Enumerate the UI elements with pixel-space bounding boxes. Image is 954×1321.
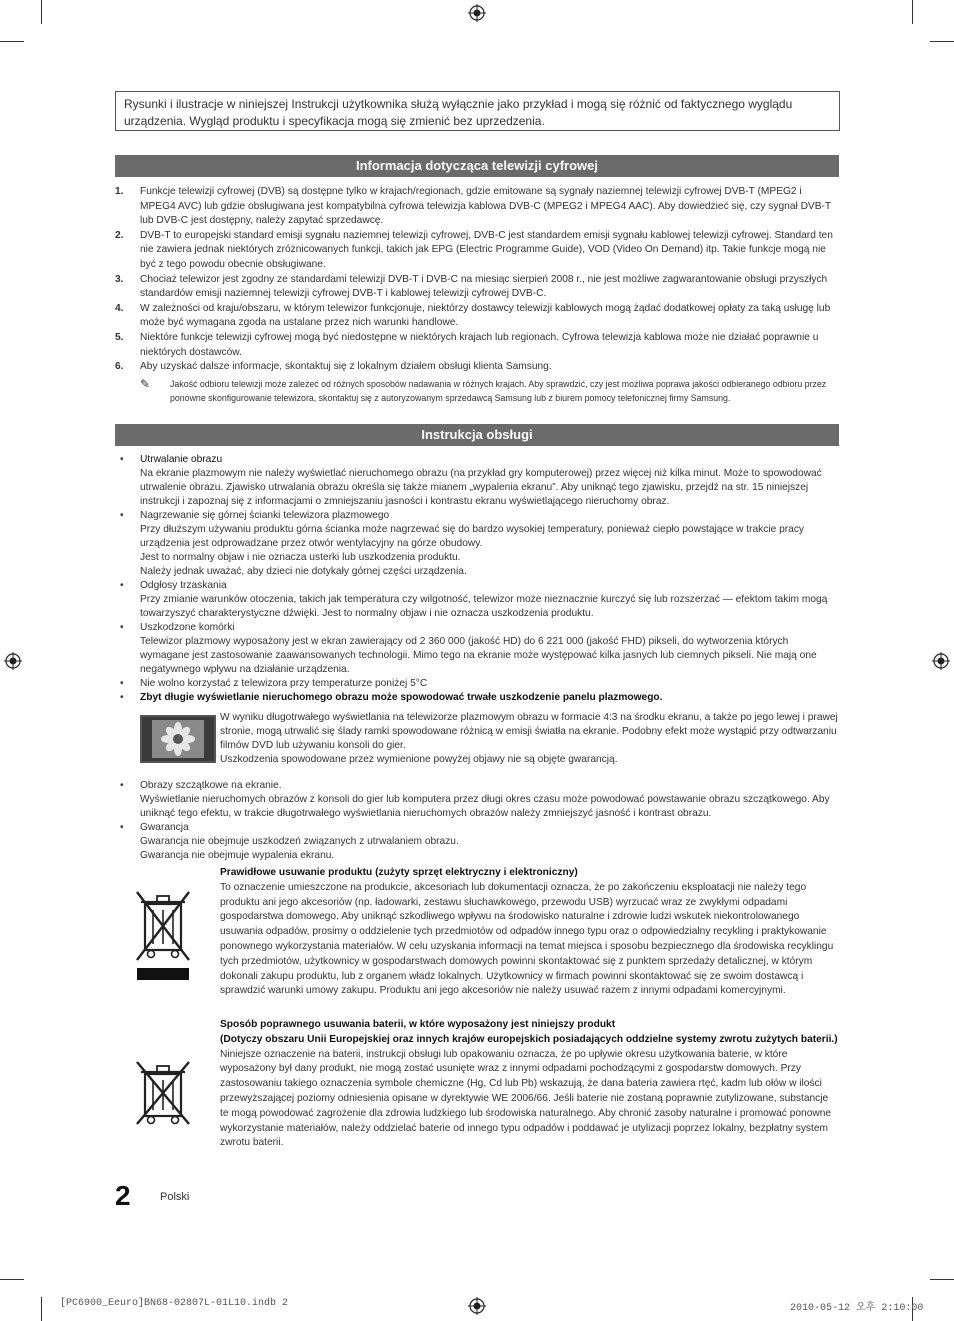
pencil-note-icon: ✎	[140, 376, 151, 391]
list-item	[115, 509, 839, 579]
crossed-bin-icon	[133, 1058, 193, 1126]
note	[115, 377, 839, 405]
list-item	[115, 579, 839, 621]
item-number: 5.	[115, 331, 124, 343]
battery-text: Niniejsze oznaczenie na baterii, instrukcji obsługi lub opakowaniu oznacza, że po upływie okresu użytkowania baterie, w które wyposażony był dany produkt, nie mogą zostać usunięte wraz z innymi odpadami pochodzącymi z gospodarstw domowych. Przy zastosowaniu takiego oznaczenia symbole chemiczne (Hg, Cd lub Pb) wskazują, że dana bateria zawiera rtęć, kadm lub ołów w ilości przewyższającej poziomy odniesienia opisane w dyrektywie WE 2006/66. Jeśli baterie nie zostaną poprawnie zutylizowane, substancje te mogą powodować zagrożenie dla zdrowia ludzkiego lub środowiska naturalnego. Aby chronić zasoby naturalne i promować ponowne wykorzystanie materiałów, należy oddzielać baterie od innego typu odpadów i poddawać je utylizacji poprzez lokalny, bezpłatny system zwrotu baterii.	[220, 1048, 832, 1149]
registration-mark-icon	[4, 652, 22, 670]
item-text: Niektóre funkcje telewizji cyfrowej mogą być niedostępne w niektórych krajach lub regionach. Cyfrowa telewizja kablowa może nie działać poprawnie u niektórych dostawców.	[140, 331, 819, 358]
disclaimer-box: Rysunki i ilustracje w niniejszej Instrukcji użytkownika służą wyłącznie jako przykład i mogą się różnić od faktycznego wyglądu urządzenia. Wygląd produktu i specyfikacja mogą się zmienić bez uprzedzenia.	[115, 91, 840, 131]
note-text: Jakość odbioru telewizji może zależeć od różnych sposobów nadawania w różnych krajach. Aby sprawdzić, czy jest możliwa poprawa jakości odbieranego odbioru przez ponowne skonfigurowanie telewizora, skontaktuj się z autoryzowanym sprzedawcą Samsung lub z biurem pomocy telefonicznej firmy Samsung.	[170, 378, 827, 403]
burn-in-warranty-text: Uszkodzenia spowodowane przez wymienione powyżej objawy nie są objęte gwarancją.	[220, 754, 618, 765]
bullet-icon: •	[120, 454, 124, 465]
item-title: Zbyt długie wyświetlanie nieruchomego obrazu może spowodować trwałe uszkodzenie panelu plazmowego.	[140, 692, 663, 703]
registration-mark-icon	[932, 652, 950, 670]
bullet-icon: •	[120, 780, 124, 791]
item-text: Przy dłuższym używaniu produktu górna ścianka może nagrzewać się do bardzo wysokiej temperatury, ponieważ ciepło powstające w trakcie pracy urządzenia jest odprowadzane przez otwór wentylacyjny na górze obudowy.	[140, 524, 805, 549]
item-text: Wyświetlanie nieruchomych obrazów z konsoli do gier lub komputera przez długi okres czasu może powodować powstawanie obrazu szczątkowego. Aby uniknąć tego efektu, w trakcie długotrwałego wyświetlania nieruchomych obrazów należy zmniejszyć jasność i kontrast obrazu.	[140, 794, 830, 819]
section-header-digital-tv: Informacja dotycząca telewizji cyfrowej	[115, 155, 839, 177]
item-number: 1.	[115, 186, 124, 197]
list-item	[115, 331, 839, 360]
item-text: DVB-T to europejski standard emisji sygnału naziemnej telewizji cyfrowej, DVB-C jest standardem emisji sygnału kablowej telewizji cyfrowej. Standard ten nie zawiera jednak niektórych zróżnicowanych funkcji, takich jak EPG (Electric Programme Guide), VOD (Video On Demand) itp. Takie funkcje mogą nie być z tego powodu obecnie obsługiwane.	[140, 229, 833, 270]
item-text: Należy jednak uważać, aby dzieci nie dotykały górnej części urządzenia.	[140, 566, 467, 577]
instructions-list	[115, 453, 839, 863]
list-item	[115, 821, 839, 863]
item-title: Nagrzewanie się górnej ścianki telewizora plazmowego	[140, 510, 390, 521]
list-item	[115, 302, 839, 331]
weee-disposal	[115, 866, 839, 999]
footer-language: Polski	[160, 1191, 190, 1203]
item-title: Nie wolno korzystać z telewizora przy temperaturze poniżej 5°C	[140, 678, 428, 689]
crop-mark	[0, 1279, 24, 1280]
list-item	[115, 621, 839, 677]
battery-disposal	[115, 1018, 839, 1151]
burn-in-text: W wyniku długotrwałego wyświetlania na telewizorze plazmowym obrazu w formacie 4:3 na środku ekranu, a także po jego lewej i prawej stronie, mogą utrwalić się ślady ramki spowodowane różnicą w emisji światła na ekranie. Podobny efekt może wystąpić przy odtwarzaniu filmów DVD lub używaniu konsoli do gier.	[220, 712, 838, 751]
crop-mark	[912, 0, 913, 24]
item-text: Gwarancja nie obejmuje wypalenia ekranu.	[140, 850, 335, 861]
item-title: Utrwalanie obrazu	[140, 454, 223, 465]
crop-mark	[41, 1297, 42, 1321]
item-text: Na ekranie plazmowym nie należy wyświetlać nieruchomego obrazu (na przykład gry komputerowej) przez więcej niż kilka minut. Może to spowodować utrwalenie obrazu. Zjawisko utrwalania obrazu określa się także mianem „wypalenia ekranu”. Aby uniknąć tego zjawisku, przejdź na str. 15 niniejszej instrukcji i zapoznaj się z informacjami o zmniejszaniu jasności i kontrastu ekranu wyświetlającego nieruchomy obraz.	[140, 468, 822, 507]
list-item	[115, 273, 839, 302]
digital-tv-list	[115, 185, 839, 405]
item-text: W zależności od kraju/obszaru, w którym telewizor funkcjonuje, niektórzy dostawcy telewizji kablowych mogą żądać dodatkowej opłaty za taką usługę lub może być wymagana zgoda na ustalane przez nich warunki handlowe.	[140, 302, 831, 329]
crossed-bin-icon	[133, 888, 193, 982]
burn-in-illustration	[140, 715, 216, 763]
bullet-icon: •	[120, 692, 124, 703]
item-text: Funkcje telewizji cyfrowej (DVB) są dostępne tylko w krajach/regionach, gdzie emitowane są sygnały naziemnej telewizji cyfrowej DVB-T (MPEG2 i MPEG4 AVC) lub gdzie obsługiwana jest kompatybilna cyfrowa telewizja kablowa DVB-C (MPEG2 i MPEG4 AAC). Aby dowiedzieć się, czy sygnał DVB-T lub DVB-C jest dostępny, należy zapytać sprzedawcę.	[140, 186, 831, 227]
bullet-icon: •	[120, 678, 124, 689]
item-number: 3.	[115, 273, 124, 285]
item-number: 2.	[115, 229, 124, 241]
print-slug-date: 2010-05-12 오후 2:10:00	[790, 1303, 924, 1314]
list-item	[115, 185, 839, 229]
battery-title: Sposób poprawnego usuwania baterii, w które wyposażony jest niniejszy produkt	[220, 1019, 616, 1030]
list-item	[115, 691, 839, 705]
item-text: Przy zmianie warunków otoczenia, takich jak temperatura czy wilgotność, telewizor może nieznacznie kurczyć się lub rozszerzać — efektom takim mogą towarzyszyć charakterystyczne dźwięki. Jest to normalny objaw i nie oznacza uszkodzenia produktu.	[140, 594, 828, 619]
burn-in-example	[115, 711, 839, 771]
list-item	[115, 453, 839, 509]
item-title: Odgłosy trzaskania	[140, 580, 227, 591]
crop-mark	[930, 41, 954, 42]
item-text: Telewizor plazmowy wyposażony jest w ekran zawierający od 2 360 000 (jakość HD) do 6 221 000 (jakość FHD) pikseli, do wytworzenia których wymagane jest zastosowanie zaawansowanych technologii. Mimo tego na ekranie może występować kilka jasnych lub ciemnych pikseli. Nie mają one negatywnego wpływu na działanie urządzenia.	[140, 636, 817, 675]
print-slug-file: [PC6900_Eeuro]BN68-02807L-01L10.indb 2	[60, 1298, 289, 1309]
item-number: 4.	[115, 302, 124, 314]
registration-mark-icon	[468, 4, 486, 22]
item-title: Gwarancja	[140, 822, 189, 833]
item-text: Aby uzyskać dalsze informacje, skontaktuj się z lokalnym działem obsługi klienta Samsung.	[140, 361, 552, 373]
page-number: 2	[115, 1180, 131, 1211]
bullet-icon: •	[120, 580, 124, 591]
crop-mark	[41, 0, 42, 24]
battery-subtitle: (Dotyczy obszaru Unii Europejskiej oraz innych krajów europejskich posiadających oddzielne systemy zwrotu zużytych baterii.)	[220, 1033, 838, 1045]
item-number: 6.	[115, 361, 124, 373]
list-item	[115, 677, 839, 691]
item-text: Chociaż telewizor jest zgodny ze standardami telewizji DVB-T i DVB-C na miesiąc sierpień 2008 r., nie jest możliwe zagwarantowanie obsługi przyszłych standardów emisji naziemnej telewizji cyfrowej DVB-T i kablowej telewizji cyfrowej DVB-C.	[140, 273, 828, 300]
registration-mark-icon	[468, 1297, 486, 1315]
crop-mark	[930, 1279, 954, 1280]
weee-text: To oznaczenie umieszczone na produkcie, akcesoriach lub dokumentacji oznacza, że po zakończeniu eksploatacji nie należy tego produktu ani jego akcesoriów (np. ładowarki, zestawu słuchawkowego, przewodu USB) wyrzucać wraz ze zwykłymi odpadami gospodarstwa domowego. Aby uniknąć szkodliwego wpływu na środowisko naturalne i zdrowie ludzi wskutek niekontrolowanego usuwania odpadów, prosimy o oddzielenie tych przedmiotów od odpadów innego typu oraz o odpowiedzialny recykling i praktykowanie ponownego wykorzystania materiałów. W celu uzyskania informacji na temat miejsca i sposobu bezpiecznego dla środowiska recyklingu tych przedmiotów, użytkownicy w gospodarstwach domowych powinni skontaktować się z punktem sprzedaży detalicznej, w którym dokonali zakupu produktu, lub z organem władz lokalnych. Użytkownicy w firmach powinni skontaktować się ze swoim dostawcą i sprawdzić warunki umowy zakupu. Produktu ani jego akcesoriów nie należy usuwać razem z innymi odpadami komercyjnymi.	[220, 881, 834, 997]
bullet-icon: •	[120, 622, 124, 633]
crop-mark	[0, 41, 24, 42]
item-text: Jest to normalny objaw i nie oznacza usterki lub uszkodzenia produktu.	[140, 552, 461, 563]
weee-title: Prawidłowe usuwanie produktu (zużyty sprzęt elektryczny i elektroniczny)	[220, 867, 578, 878]
list-item	[115, 360, 839, 375]
item-title: Obrazy szczątkowe na ekranie.	[140, 780, 282, 791]
item-text: Gwarancja nie obejmuje uszkodzeń związanych z utrwalaniem obrazu.	[140, 836, 459, 847]
flower-image	[152, 720, 204, 758]
list-item	[115, 779, 839, 821]
section-header-instructions: Instrukcja obsługi	[115, 424, 839, 446]
bullet-icon: •	[120, 510, 124, 521]
item-title: Uszkodzone komórki	[140, 622, 235, 633]
bullet-icon: •	[120, 822, 124, 833]
list-item	[115, 229, 839, 273]
